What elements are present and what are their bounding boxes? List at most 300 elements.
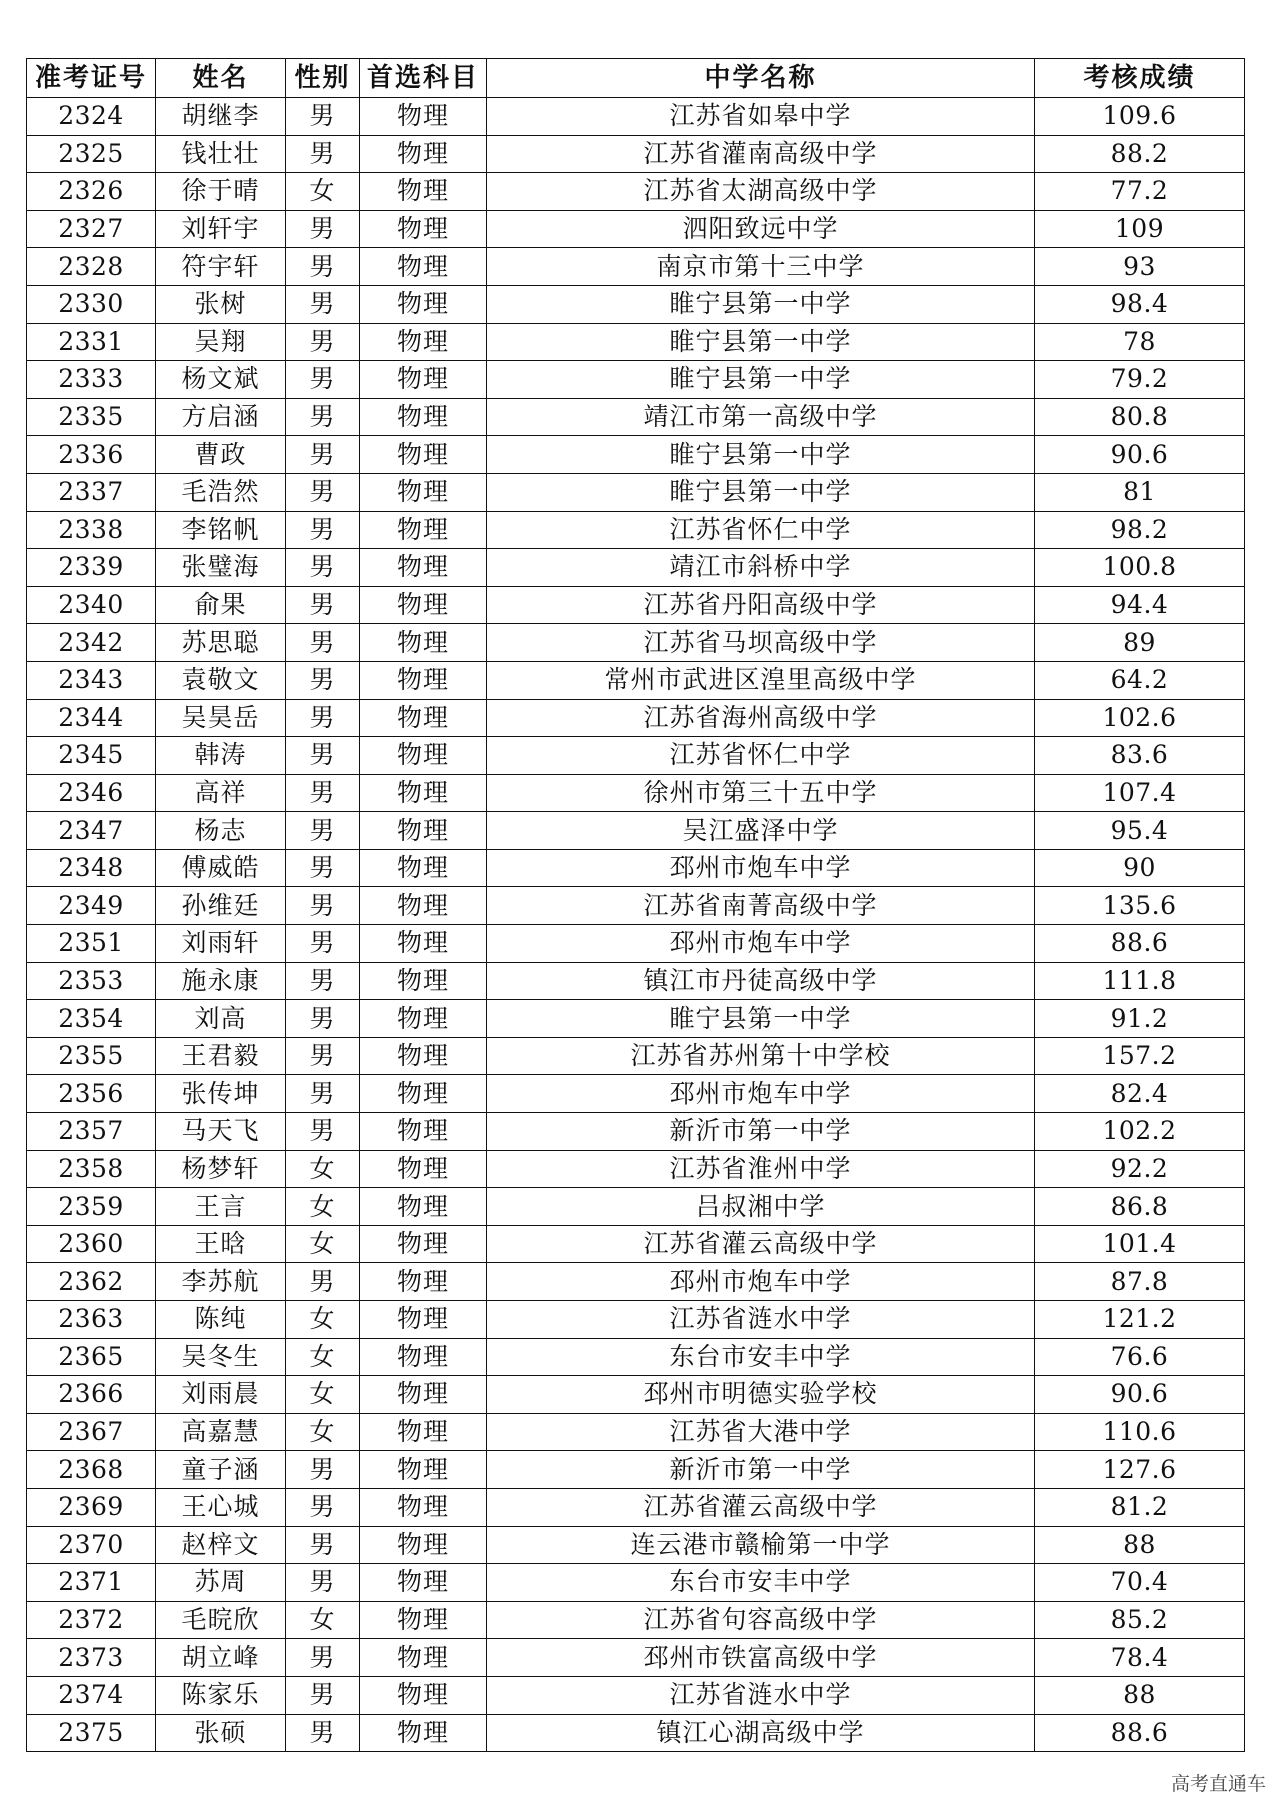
cell-exam-id: 2353 xyxy=(27,962,156,1000)
table-row xyxy=(27,1488,1245,1526)
cell-exam-id: 2326 xyxy=(27,173,156,211)
header-name: 姓名 xyxy=(156,59,286,98)
cell-school: 新沂市第一中学 xyxy=(487,1451,1035,1489)
cell-score: 98.4 xyxy=(1035,285,1245,323)
cell-score: 85.2 xyxy=(1035,1601,1245,1639)
cell-school: 江苏省太湖高级中学 xyxy=(487,173,1035,211)
table-body xyxy=(27,98,1245,1752)
cell-school: 江苏省如皋中学 xyxy=(487,98,1035,136)
cell-name: 吴昊岳 xyxy=(156,699,286,737)
cell-gender: 男 xyxy=(286,398,360,436)
cell-gender: 男 xyxy=(286,135,360,173)
table-row xyxy=(27,98,1245,136)
cell-score: 79.2 xyxy=(1035,361,1245,399)
table-row xyxy=(27,925,1245,963)
cell-gender: 男 xyxy=(286,248,360,286)
cell-exam-id: 2345 xyxy=(27,737,156,775)
cell-subject: 物理 xyxy=(360,98,487,136)
cell-subject: 物理 xyxy=(360,661,487,699)
cell-school: 睢宁县第一中学 xyxy=(487,361,1035,399)
header-score: 考核成绩 xyxy=(1035,59,1245,98)
cell-subject: 物理 xyxy=(360,1188,487,1226)
cell-score: 77.2 xyxy=(1035,173,1245,211)
cell-name: 吴翔 xyxy=(156,323,286,361)
cell-exam-id: 2357 xyxy=(27,1113,156,1151)
cell-score: 109 xyxy=(1035,210,1245,248)
cell-school: 江苏省南菁高级中学 xyxy=(487,887,1035,925)
cell-exam-id: 2342 xyxy=(27,624,156,662)
watermark-text: 高考直通车 xyxy=(1170,1773,1266,1795)
cell-subject: 物理 xyxy=(360,774,487,812)
cell-name: 刘雨轩 xyxy=(156,925,286,963)
cell-school: 吴江盛泽中学 xyxy=(487,812,1035,850)
table-row xyxy=(27,1601,1245,1639)
cell-score: 78.4 xyxy=(1035,1639,1245,1677)
header-exam-id: 准考证号 xyxy=(27,59,156,98)
cell-name: 施永康 xyxy=(156,962,286,1000)
cell-exam-id: 2333 xyxy=(27,361,156,399)
cell-subject: 物理 xyxy=(360,285,487,323)
cell-gender: 男 xyxy=(286,1676,360,1714)
cell-subject: 物理 xyxy=(360,1526,487,1564)
cell-gender: 男 xyxy=(286,1639,360,1677)
cell-name: 王君毅 xyxy=(156,1037,286,1075)
table-row xyxy=(27,624,1245,662)
cell-exam-id: 2363 xyxy=(27,1301,156,1339)
cell-name: 徐于晴 xyxy=(156,173,286,211)
cell-school: 靖江市斜桥中学 xyxy=(487,549,1035,587)
cell-score: 70.4 xyxy=(1035,1564,1245,1602)
cell-school: 睢宁县第一中学 xyxy=(487,323,1035,361)
header-gender: 性别 xyxy=(286,59,360,98)
table-row xyxy=(27,323,1245,361)
cell-school: 东台市安丰中学 xyxy=(487,1564,1035,1602)
cell-name: 赵梓文 xyxy=(156,1526,286,1564)
cell-subject: 物理 xyxy=(360,1488,487,1526)
cell-school: 连云港市赣榆第一中学 xyxy=(487,1526,1035,1564)
cell-exam-id: 2327 xyxy=(27,210,156,248)
cell-exam-id: 2371 xyxy=(27,1564,156,1602)
cell-school: 江苏省大港中学 xyxy=(487,1413,1035,1451)
cell-name: 童子涵 xyxy=(156,1451,286,1489)
cell-name: 俞果 xyxy=(156,586,286,624)
cell-school: 南京市第十三中学 xyxy=(487,248,1035,286)
table-row xyxy=(27,1338,1245,1376)
cell-score: 80.8 xyxy=(1035,398,1245,436)
cell-name: 王心城 xyxy=(156,1488,286,1526)
cell-exam-id: 2359 xyxy=(27,1188,156,1226)
cell-exam-id: 2374 xyxy=(27,1676,156,1714)
cell-subject: 物理 xyxy=(360,737,487,775)
cell-gender: 男 xyxy=(286,549,360,587)
cell-subject: 物理 xyxy=(360,925,487,963)
cell-score: 102.6 xyxy=(1035,699,1245,737)
cell-name: 钱壮壮 xyxy=(156,135,286,173)
cell-name: 苏周 xyxy=(156,1564,286,1602)
cell-name: 吴冬生 xyxy=(156,1338,286,1376)
table-row xyxy=(27,511,1245,549)
cell-gender: 男 xyxy=(286,1451,360,1489)
cell-gender: 男 xyxy=(286,812,360,850)
cell-school: 江苏省灌南高级中学 xyxy=(487,135,1035,173)
cell-name: 刘高 xyxy=(156,1000,286,1038)
cell-school: 江苏省苏州第十中学校 xyxy=(487,1037,1035,1075)
score-table xyxy=(26,58,1245,1752)
table-row xyxy=(27,737,1245,775)
cell-school: 邳州市炮车中学 xyxy=(487,925,1035,963)
cell-exam-id: 2362 xyxy=(27,1263,156,1301)
cell-exam-id: 2372 xyxy=(27,1601,156,1639)
cell-score: 101.4 xyxy=(1035,1225,1245,1263)
table-row xyxy=(27,1714,1245,1752)
cell-name: 张树 xyxy=(156,285,286,323)
cell-subject: 物理 xyxy=(360,1714,487,1752)
cell-exam-id: 2339 xyxy=(27,549,156,587)
cell-gender: 女 xyxy=(286,1188,360,1226)
cell-name: 高祥 xyxy=(156,774,286,812)
cell-exam-id: 2355 xyxy=(27,1037,156,1075)
cell-school: 邳州市炮车中学 xyxy=(487,1263,1035,1301)
cell-gender: 男 xyxy=(286,1488,360,1526)
table-row xyxy=(27,1526,1245,1564)
cell-name: 傅威皓 xyxy=(156,849,286,887)
cell-school: 新沂市第一中学 xyxy=(487,1113,1035,1151)
table-row xyxy=(27,1676,1245,1714)
table-row xyxy=(27,1037,1245,1075)
cell-school: 江苏省涟水中学 xyxy=(487,1301,1035,1339)
cell-name: 胡立峰 xyxy=(156,1639,286,1677)
cell-subject: 物理 xyxy=(360,549,487,587)
cell-score: 121.2 xyxy=(1035,1301,1245,1339)
cell-subject: 物理 xyxy=(360,812,487,850)
cell-gender: 男 xyxy=(286,98,360,136)
table-row xyxy=(27,1301,1245,1339)
cell-gender: 男 xyxy=(286,737,360,775)
cell-school: 睢宁县第一中学 xyxy=(487,285,1035,323)
cell-school: 江苏省怀仁中学 xyxy=(487,511,1035,549)
cell-score: 88.6 xyxy=(1035,1714,1245,1752)
cell-name: 曹政 xyxy=(156,436,286,474)
cell-name: 韩涛 xyxy=(156,737,286,775)
cell-subject: 物理 xyxy=(360,699,487,737)
cell-subject: 物理 xyxy=(360,1639,487,1677)
cell-name: 陈家乐 xyxy=(156,1676,286,1714)
table-row xyxy=(27,248,1245,286)
cell-school: 镇江市丹徒高级中学 xyxy=(487,962,1035,1000)
cell-school: 泗阳致远中学 xyxy=(487,210,1035,248)
cell-subject: 物理 xyxy=(360,1150,487,1188)
table-row xyxy=(27,361,1245,399)
cell-exam-id: 2349 xyxy=(27,887,156,925)
cell-subject: 物理 xyxy=(360,436,487,474)
cell-school: 睢宁县第一中学 xyxy=(487,1000,1035,1038)
cell-gender: 男 xyxy=(286,925,360,963)
table-row xyxy=(27,1263,1245,1301)
cell-gender: 男 xyxy=(286,361,360,399)
cell-gender: 男 xyxy=(286,699,360,737)
cell-school: 吕叔湘中学 xyxy=(487,1188,1035,1226)
cell-score: 90.6 xyxy=(1035,436,1245,474)
cell-school: 江苏省涟水中学 xyxy=(487,1676,1035,1714)
cell-subject: 物理 xyxy=(360,361,487,399)
cell-subject: 物理 xyxy=(360,1564,487,1602)
cell-school: 江苏省马坝高级中学 xyxy=(487,624,1035,662)
cell-score: 100.8 xyxy=(1035,549,1245,587)
cell-name: 方启涵 xyxy=(156,398,286,436)
cell-gender: 男 xyxy=(286,1564,360,1602)
cell-exam-id: 2344 xyxy=(27,699,156,737)
cell-subject: 物理 xyxy=(360,323,487,361)
cell-subject: 物理 xyxy=(360,1601,487,1639)
cell-exam-id: 2325 xyxy=(27,135,156,173)
cell-school: 靖江市第一高级中学 xyxy=(487,398,1035,436)
cell-school: 江苏省丹阳高级中学 xyxy=(487,586,1035,624)
cell-score: 81.2 xyxy=(1035,1488,1245,1526)
cell-exam-id: 2356 xyxy=(27,1075,156,1113)
cell-score: 92.2 xyxy=(1035,1150,1245,1188)
cell-exam-id: 2335 xyxy=(27,398,156,436)
cell-score: 89 xyxy=(1035,624,1245,662)
cell-exam-id: 2328 xyxy=(27,248,156,286)
cell-score: 95.4 xyxy=(1035,812,1245,850)
table-row xyxy=(27,473,1245,511)
cell-gender: 男 xyxy=(286,1526,360,1564)
cell-score: 135.6 xyxy=(1035,887,1245,925)
cell-exam-id: 2348 xyxy=(27,849,156,887)
cell-gender: 女 xyxy=(286,173,360,211)
table-row xyxy=(27,1564,1245,1602)
cell-subject: 物理 xyxy=(360,1451,487,1489)
table-row xyxy=(27,586,1245,624)
cell-exam-id: 2369 xyxy=(27,1488,156,1526)
cell-subject: 物理 xyxy=(360,135,487,173)
table-row xyxy=(27,1413,1245,1451)
cell-subject: 物理 xyxy=(360,1301,487,1339)
cell-gender: 男 xyxy=(286,1037,360,1075)
cell-score: 88 xyxy=(1035,1676,1245,1714)
cell-score: 94.4 xyxy=(1035,586,1245,624)
cell-exam-id: 2337 xyxy=(27,473,156,511)
cell-score: 91.2 xyxy=(1035,1000,1245,1038)
cell-gender: 男 xyxy=(286,1714,360,1752)
table-row xyxy=(27,285,1245,323)
cell-gender: 男 xyxy=(286,624,360,662)
cell-gender: 男 xyxy=(286,1075,360,1113)
cell-exam-id: 2351 xyxy=(27,925,156,963)
cell-name: 刘轩宇 xyxy=(156,210,286,248)
cell-score: 64.2 xyxy=(1035,661,1245,699)
cell-exam-id: 2354 xyxy=(27,1000,156,1038)
cell-school: 江苏省灌云高级中学 xyxy=(487,1488,1035,1526)
cell-gender: 女 xyxy=(286,1413,360,1451)
cell-subject: 物理 xyxy=(360,1376,487,1414)
cell-gender: 女 xyxy=(286,1338,360,1376)
cell-exam-id: 2346 xyxy=(27,774,156,812)
cell-name: 杨梦轩 xyxy=(156,1150,286,1188)
cell-score: 82.4 xyxy=(1035,1075,1245,1113)
cell-school: 常州市武进区湟里高级中学 xyxy=(487,661,1035,699)
cell-school: 东台市安丰中学 xyxy=(487,1338,1035,1376)
cell-gender: 男 xyxy=(286,887,360,925)
cell-score: 157.2 xyxy=(1035,1037,1245,1075)
cell-score: 110.6 xyxy=(1035,1413,1245,1451)
cell-name: 杨文斌 xyxy=(156,361,286,399)
cell-name: 袁敬文 xyxy=(156,661,286,699)
cell-name: 毛浩然 xyxy=(156,473,286,511)
cell-exam-id: 2338 xyxy=(27,511,156,549)
cell-exam-id: 2373 xyxy=(27,1639,156,1677)
cell-gender: 女 xyxy=(286,1225,360,1263)
cell-subject: 物理 xyxy=(360,1225,487,1263)
cell-exam-id: 2343 xyxy=(27,661,156,699)
cell-subject: 物理 xyxy=(360,1676,487,1714)
cell-gender: 男 xyxy=(286,1000,360,1038)
cell-exam-id: 2365 xyxy=(27,1338,156,1376)
cell-score: 78 xyxy=(1035,323,1245,361)
cell-exam-id: 2360 xyxy=(27,1225,156,1263)
cell-name: 张传坤 xyxy=(156,1075,286,1113)
cell-score: 76.6 xyxy=(1035,1338,1245,1376)
cell-subject: 物理 xyxy=(360,1338,487,1376)
cell-name: 刘雨晨 xyxy=(156,1376,286,1414)
cell-exam-id: 2347 xyxy=(27,812,156,850)
table-row xyxy=(27,436,1245,474)
cell-school: 江苏省怀仁中学 xyxy=(487,737,1035,775)
table-row xyxy=(27,699,1245,737)
header-school: 中学名称 xyxy=(487,59,1035,98)
cell-score: 93 xyxy=(1035,248,1245,286)
cell-score: 90.6 xyxy=(1035,1376,1245,1414)
cell-gender: 女 xyxy=(286,1150,360,1188)
cell-subject: 物理 xyxy=(360,1413,487,1451)
cell-score: 81 xyxy=(1035,473,1245,511)
cell-subject: 物理 xyxy=(360,849,487,887)
cell-name: 张璧海 xyxy=(156,549,286,587)
cell-subject: 物理 xyxy=(360,173,487,211)
cell-gender: 男 xyxy=(286,323,360,361)
cell-subject: 物理 xyxy=(360,1113,487,1151)
table-header-row xyxy=(27,59,1245,98)
cell-gender: 男 xyxy=(286,436,360,474)
cell-subject: 物理 xyxy=(360,210,487,248)
cell-school: 邳州市铁富高级中学 xyxy=(487,1639,1035,1677)
table-row xyxy=(27,812,1245,850)
cell-exam-id: 2367 xyxy=(27,1413,156,1451)
cell-exam-id: 2324 xyxy=(27,98,156,136)
cell-school: 邳州市明德实验学校 xyxy=(487,1376,1035,1414)
table-row xyxy=(27,661,1245,699)
cell-name: 毛晥欣 xyxy=(156,1601,286,1639)
cell-name: 王言 xyxy=(156,1188,286,1226)
cell-exam-id: 2336 xyxy=(27,436,156,474)
cell-subject: 物理 xyxy=(360,887,487,925)
cell-name: 张硕 xyxy=(156,1714,286,1752)
cell-exam-id: 2340 xyxy=(27,586,156,624)
cell-subject: 物理 xyxy=(360,624,487,662)
table-row xyxy=(27,849,1245,887)
cell-subject: 物理 xyxy=(360,1075,487,1113)
cell-gender: 男 xyxy=(286,849,360,887)
table-row xyxy=(27,135,1245,173)
table-row xyxy=(27,1639,1245,1677)
cell-exam-id: 2358 xyxy=(27,1150,156,1188)
table-row xyxy=(27,1376,1245,1414)
cell-gender: 男 xyxy=(286,285,360,323)
table-row xyxy=(27,1188,1245,1226)
cell-gender: 男 xyxy=(286,774,360,812)
cell-name: 李苏航 xyxy=(156,1263,286,1301)
cell-name: 陈纯 xyxy=(156,1301,286,1339)
table-row xyxy=(27,549,1245,587)
cell-name: 杨志 xyxy=(156,812,286,850)
cell-school: 睢宁县第一中学 xyxy=(487,473,1035,511)
cell-score: 87.8 xyxy=(1035,1263,1245,1301)
cell-score: 102.2 xyxy=(1035,1113,1245,1151)
table-row xyxy=(27,887,1245,925)
cell-gender: 男 xyxy=(286,962,360,1000)
cell-score: 109.6 xyxy=(1035,98,1245,136)
table-row xyxy=(27,210,1245,248)
cell-school: 邳州市炮车中学 xyxy=(487,1075,1035,1113)
cell-name: 马天飞 xyxy=(156,1113,286,1151)
table-row xyxy=(27,1000,1245,1038)
cell-gender: 女 xyxy=(286,1376,360,1414)
cell-name: 王晗 xyxy=(156,1225,286,1263)
cell-score: 127.6 xyxy=(1035,1451,1245,1489)
cell-score: 83.6 xyxy=(1035,737,1245,775)
cell-subject: 物理 xyxy=(360,511,487,549)
cell-subject: 物理 xyxy=(360,1000,487,1038)
cell-exam-id: 2366 xyxy=(27,1376,156,1414)
table-row xyxy=(27,1075,1245,1113)
cell-gender: 男 xyxy=(286,210,360,248)
cell-exam-id: 2375 xyxy=(27,1714,156,1752)
table-row xyxy=(27,1113,1245,1151)
cell-gender: 女 xyxy=(286,1601,360,1639)
cell-score: 111.8 xyxy=(1035,962,1245,1000)
cell-gender: 男 xyxy=(286,511,360,549)
cell-gender: 男 xyxy=(286,1263,360,1301)
cell-score: 88.2 xyxy=(1035,135,1245,173)
cell-name: 符宇轩 xyxy=(156,248,286,286)
cell-exam-id: 2331 xyxy=(27,323,156,361)
cell-school: 睢宁县第一中学 xyxy=(487,436,1035,474)
cell-subject: 物理 xyxy=(360,1037,487,1075)
cell-exam-id: 2370 xyxy=(27,1526,156,1564)
cell-school: 江苏省淮州中学 xyxy=(487,1150,1035,1188)
cell-subject: 物理 xyxy=(360,398,487,436)
cell-score: 90 xyxy=(1035,849,1245,887)
cell-score: 86.8 xyxy=(1035,1188,1245,1226)
cell-name: 高嘉慧 xyxy=(156,1413,286,1451)
cell-school: 江苏省灌云高级中学 xyxy=(487,1225,1035,1263)
cell-subject: 物理 xyxy=(360,1263,487,1301)
cell-name: 胡继李 xyxy=(156,98,286,136)
table-row xyxy=(27,962,1245,1000)
cell-gender: 男 xyxy=(286,473,360,511)
table-row xyxy=(27,774,1245,812)
cell-name: 孙维廷 xyxy=(156,887,286,925)
cell-gender: 女 xyxy=(286,1301,360,1339)
table-row xyxy=(27,1150,1245,1188)
cell-gender: 男 xyxy=(286,661,360,699)
table-row xyxy=(27,398,1245,436)
cell-school: 邳州市炮车中学 xyxy=(487,849,1035,887)
cell-gender: 男 xyxy=(286,1113,360,1151)
cell-school: 江苏省句容高级中学 xyxy=(487,1601,1035,1639)
cell-score: 88 xyxy=(1035,1526,1245,1564)
cell-school: 镇江心湖高级中学 xyxy=(487,1714,1035,1752)
